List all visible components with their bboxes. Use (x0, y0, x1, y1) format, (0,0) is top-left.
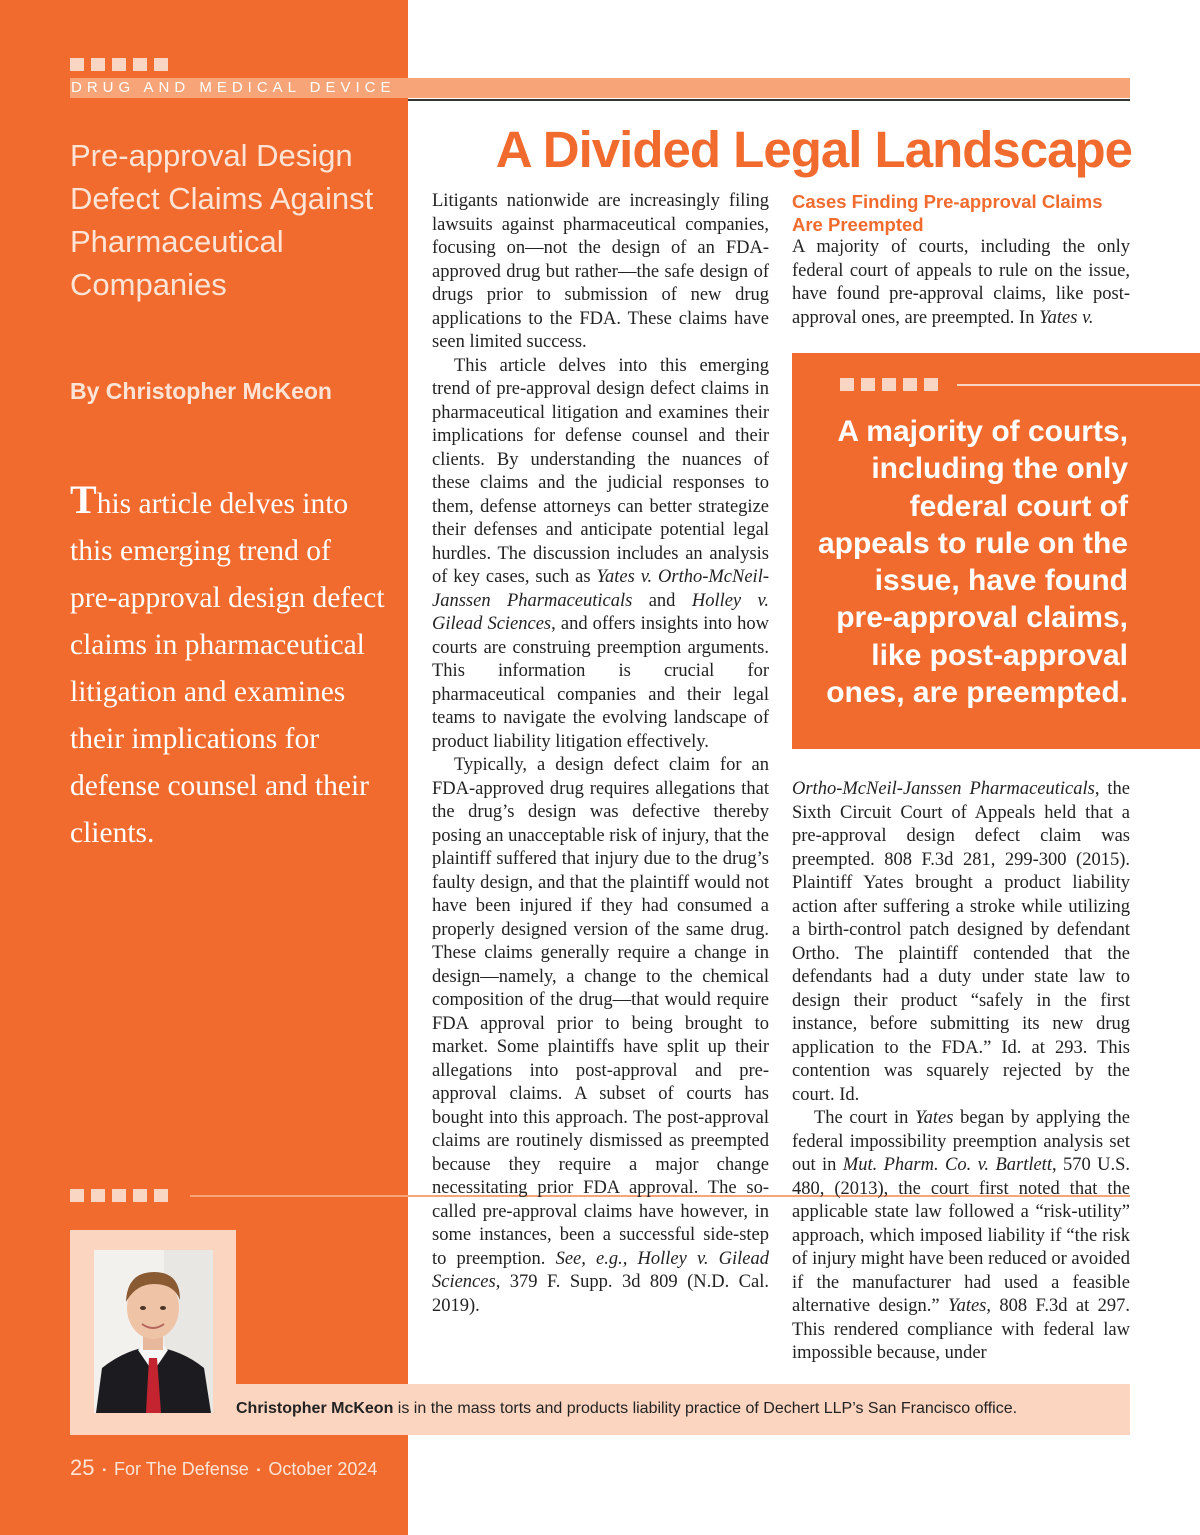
paragraph: Ortho-McNeil-Janssen Pharmaceuticals, the Sixth Circuit Court of Appeals held that a pre-approval design defect claim was preempted. 808 F.3d 281, 299-300 (2015). Plaintiff Yates brought a product liability action after suffering a stroke while utilizing a birth-control patch designed by defendant Ortho. The plaintiff contended that the defendants had a duty under state law to design their product “safely in the first instance, before submitting its new drug application to the FDA.” Id. at 293. This contention was squarely rejected by the court. Id. (792, 779, 1130, 1105)
case-name: Yates (947, 1296, 987, 1316)
case-name: Holley v. Gilead Sciences (432, 590, 769, 634)
bio-name: Christopher McKeon (236, 1400, 394, 1417)
byline: By Christopher McKeon (70, 378, 332, 404)
decorative-squares-top (70, 58, 168, 71)
page-number: 25 (70, 1455, 95, 1480)
article-column-1 (432, 190, 769, 1318)
drop-cap: T (70, 477, 97, 522)
section-subhead: Cases Finding Pre-approval Claims Are Preempted (792, 191, 1103, 235)
decorative-squares-bio (70, 1189, 168, 1202)
issue-date: October 2024 (268, 1459, 378, 1479)
paragraph: Typically, a design defect claim for an FDA-approved drug requires allegations that the drug’s design was defective thereby posing an unacceptable risk of injury, that the plaintiff suffered that injury due to the drug’s faulty design, and that the plaintiff would not have been injured if they had consumed a properly designed version of the same drug. These claims generally require a change in design—namely, a change to the chemical composition of the drug—that would require FDA approval prior to being brought to market. Some plaintiffs have split up their allegations into post-approval and pre-approval claims. A subset of courts has bought into this approach. The post-approval claims are routinely dismissed as preempted because they require a major change necessitating prior FDA approval. The so-called pre-approval claims have however, in some instances, been a successful side-step to preemption. See, e.g., Holley v. Gilead Sciences, 379 F. Supp. 3d 809 (N.D. Cal. 2019). (432, 755, 769, 1316)
case-name: Yates v. (1039, 307, 1094, 328)
article-column-2-bottom (792, 778, 1130, 1366)
article-column-2-top (792, 190, 1130, 330)
case-name: Mut. Pharm. Co. v. Bartlett (842, 1155, 1052, 1175)
pullquote-rule (957, 384, 1200, 386)
paragraph: Litigants nationwide are increasingly filing lawsuits against pharmaceutical companies, focusing on—not the design of an FDA-approved drug but rather—the safe design of drugs prior to submission of new drug applications to the FDA. These claims have seen limited success. (432, 191, 769, 352)
intro-text: his article delves into this emerging trend of pre-approval design defect claims in pharmaceutical litigation and examines their implications for defense counsel and their clients. (70, 488, 385, 849)
pullquote: A majority of courts, including the only federal court of appeals to rule on the issue, have found pre-approval claims, like post-approval ones, are preempted. (817, 415, 1128, 710)
page-footer (70, 1455, 377, 1481)
article-subtitle: Pre-approval Design Defect Claims Against Pharmaceutical Companies (70, 138, 374, 302)
publication-name: For The Defense (114, 1459, 249, 1479)
paragraph: A majority of courts, including the only federal court of appeals to rule on the issue, have found pre-approval claims, like post-approval ones, are preempted. In Yates v. (792, 237, 1130, 328)
decorative-squares-pullquote (840, 378, 938, 391)
case-name: Yates (915, 1108, 954, 1128)
headline: A Divided Legal Landscape (495, 121, 1132, 178)
bio-text: is in the mass torts and products liability practice of Dechert LLP’s San Francisco office. (393, 1400, 1018, 1417)
author-bio (236, 1400, 1017, 1418)
footer-separator: ▪ (256, 1464, 261, 1476)
header-rule (408, 99, 1130, 101)
case-name: Ortho-McNeil-Janssen Pharmaceuticals (792, 779, 1095, 799)
case-name: Yates v. Ortho-McNeil-Janssen Pharmaceuticals (432, 567, 769, 611)
section-label: DRUG AND MEDICAL DEVICE (71, 79, 396, 96)
author-photo (94, 1250, 213, 1413)
footer-separator: ▪ (102, 1464, 107, 1476)
citation-signal: See, e.g., Holley v. Gilead Sciences (432, 1248, 769, 1292)
intro-blurb (70, 476, 385, 857)
paragraph: The court in Yates began by applying the federal impossibility preemption analysis set out in Mut. Pharm. Co. v. Bartlett, 570 U.S. 480, (2013), the court first noted that the applicable state law followed a “risk-utility” approach, which imposed liability if “the risk of injury might have been reduced or avoided if the manufacturer had used a feasible alternative design.” Yates, 808 F.3d at 297. This rendered compliance with federal law impossible because, under (792, 1108, 1131, 1363)
paragraph: This article delves into this emerging trend of pre-approval design defect claims in pharmaceutical litigation and examines their implications for defense counsel and their clients. By understanding the nuances of these claims and the judicial responses to them, defense attorneys can better strategize their defenses and anticipate potential legal hurdles. The discussion includes an analysis of key cases, such as Yates v. Ortho-McNeil-Janssen Pharmaceuticals and Holley v. Gilead Sciences, and offers insights into how courts are construing preemption arguments. This information is crucial for pharmaceutical companies and their legal teams to navigate the evolving landscape of product liability litigation effectively. (432, 355, 769, 752)
